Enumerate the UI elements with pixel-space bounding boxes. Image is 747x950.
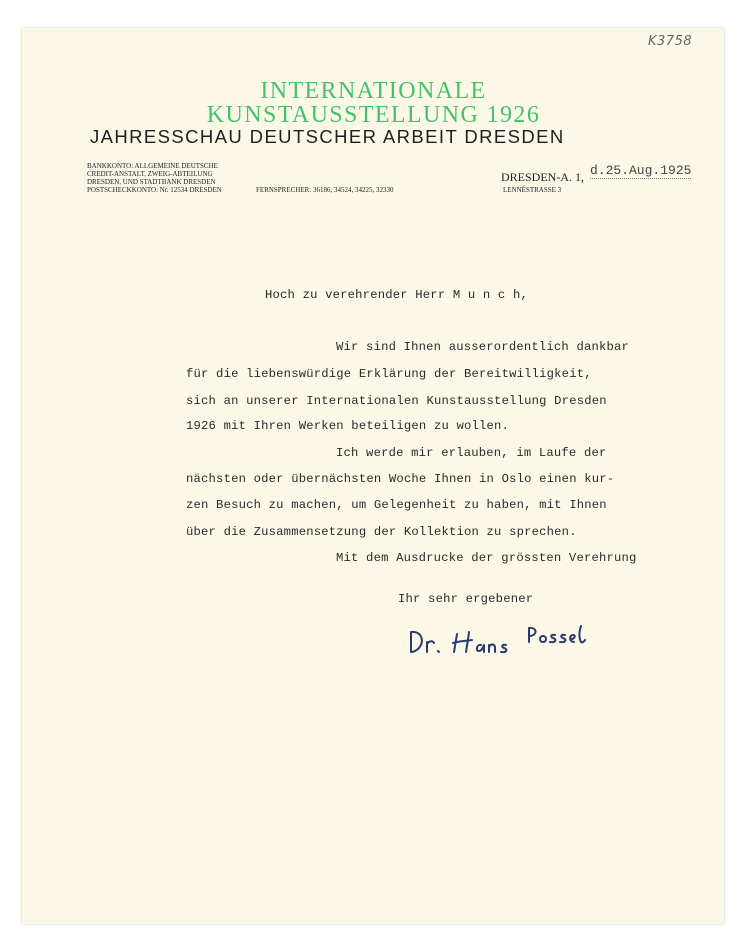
bank-line: POSTSCHECKKONTO: Nr. 12534 DRESDEN bbox=[87, 186, 222, 194]
bank-line: DRESDEN, UND STADTBANK DRESDEN bbox=[87, 178, 216, 186]
letterhead-title-line2: KUNSTAUSSTELLUNG 1926 bbox=[206, 102, 541, 128]
bank-line: BANKKONTO: ALLGEMEINE DEUTSCHE bbox=[87, 162, 218, 170]
body-line: zen Besuch zu machen, um Gelegenheit zu haben, mit Ihnen bbox=[186, 498, 607, 512]
closing: Ihr sehr ergebener bbox=[398, 592, 534, 606]
body-line: Ich werde mir erlauben, im Laufe der bbox=[336, 446, 607, 460]
archive-number: K3758 bbox=[648, 34, 693, 49]
street-address: LENNÉSTRASSE 3 bbox=[503, 186, 562, 194]
body-line: sich an unserer Internationalen Kunstausstellung Dresden bbox=[186, 394, 607, 408]
body-line: Wir sind Ihnen ausserordentlich dankbar bbox=[336, 340, 630, 354]
bank-details bbox=[87, 162, 222, 194]
letterhead-subtitle: JAHRESSCHAU DEUTSCHER ARBEIT DRESDEN bbox=[90, 126, 565, 147]
bank-line: CREDIT-ANSTALT, ZWEIG-ABTEILUNG bbox=[87, 170, 213, 178]
body-line: über die Zusammensetzung der Kollektion zu sprechen. bbox=[186, 525, 577, 539]
letter-date: d.25.Aug.1925 bbox=[590, 163, 692, 178]
handwritten-signature bbox=[405, 618, 605, 658]
salutation: Hoch zu verehrender Herr M u n c h, bbox=[265, 288, 528, 302]
body-line: Mit dem Ausdrucke der grössten Verehrung bbox=[336, 551, 637, 565]
letterhead-title-line1: INTERNATIONALE bbox=[260, 78, 487, 104]
body-line: für die liebenswürdige Erklärung der Bereitwilligkeit, bbox=[186, 367, 592, 381]
body-line: 1926 mit Ihren Werken beteiligen zu wollen. bbox=[186, 419, 510, 433]
phone-numbers: FERNSPRECHER: 36186, 34524, 34225, 32330 bbox=[256, 186, 394, 194]
city-address: DRESDEN-A. 1, bbox=[501, 170, 584, 184]
body-line: nächsten oder übernächsten Woche Ihnen in Oslo einen kur- bbox=[186, 472, 615, 486]
